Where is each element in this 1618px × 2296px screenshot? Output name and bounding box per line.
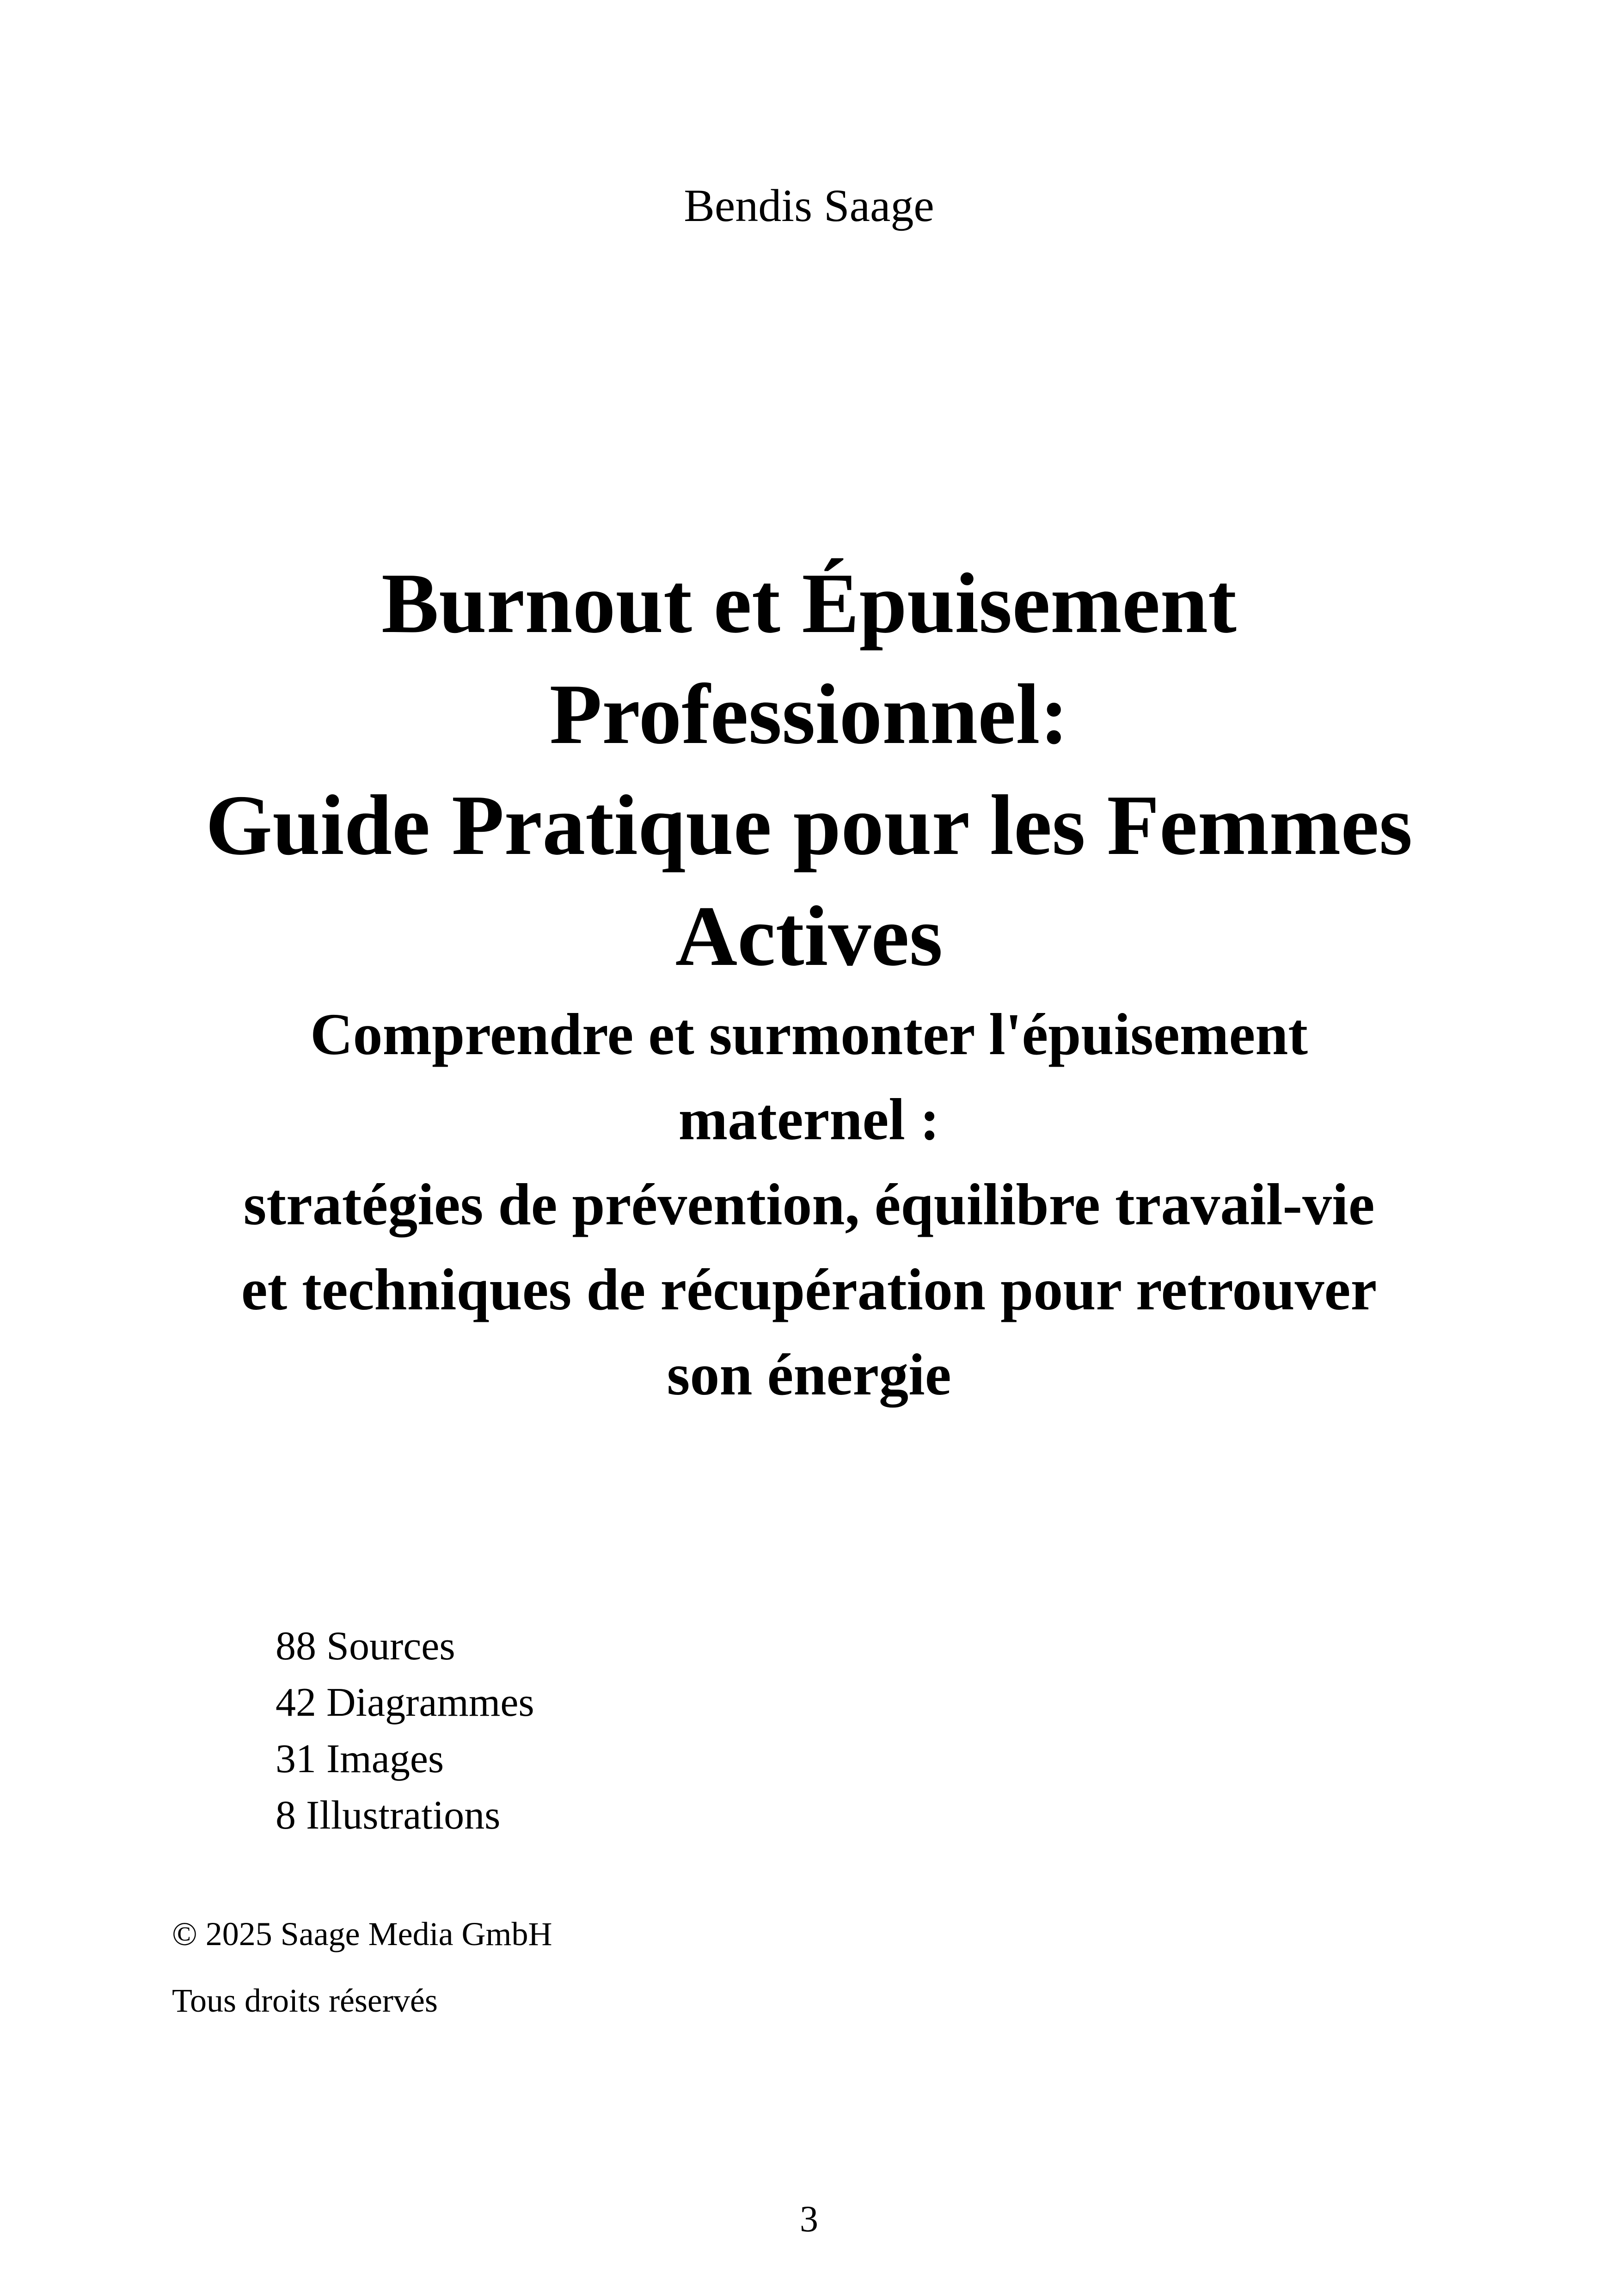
title-line: Burnout et Épuisement xyxy=(381,556,1237,651)
stats-images: 31 Images xyxy=(276,1737,444,1781)
subtitle-line: stratégies de prévention, équilibre travail-vie xyxy=(243,1172,1375,1237)
book-subtitle xyxy=(139,992,1479,1417)
subtitle-line: maternel : xyxy=(678,1087,940,1152)
rights-notice: Tous droits réservés xyxy=(172,1982,438,2019)
subtitle-line: Comprendre et surmonter l'épuisement xyxy=(310,1001,1308,1067)
page-number: 3 xyxy=(800,2199,818,2240)
title-line: Guide Pratique pour les Femmes xyxy=(205,778,1413,873)
subtitle-line: et techniques de récupération pour retrouver xyxy=(241,1257,1377,1322)
stats-illustrations: 8 Illustrations xyxy=(276,1793,501,1838)
copyright-notice: © 2025 Saage Media GmbH xyxy=(172,1915,552,1952)
book-title xyxy=(139,548,1479,992)
stats-diagrams: 42 Diagrammes xyxy=(276,1680,534,1725)
subtitle-line: son énergie xyxy=(667,1342,951,1407)
stats-sources: 88 Sources xyxy=(276,1624,455,1669)
author-name: Bendis Saage xyxy=(684,180,934,231)
title-line: Actives xyxy=(675,889,943,984)
title-line: Professionnel: xyxy=(549,667,1069,762)
content-stats-list xyxy=(276,1618,534,1844)
